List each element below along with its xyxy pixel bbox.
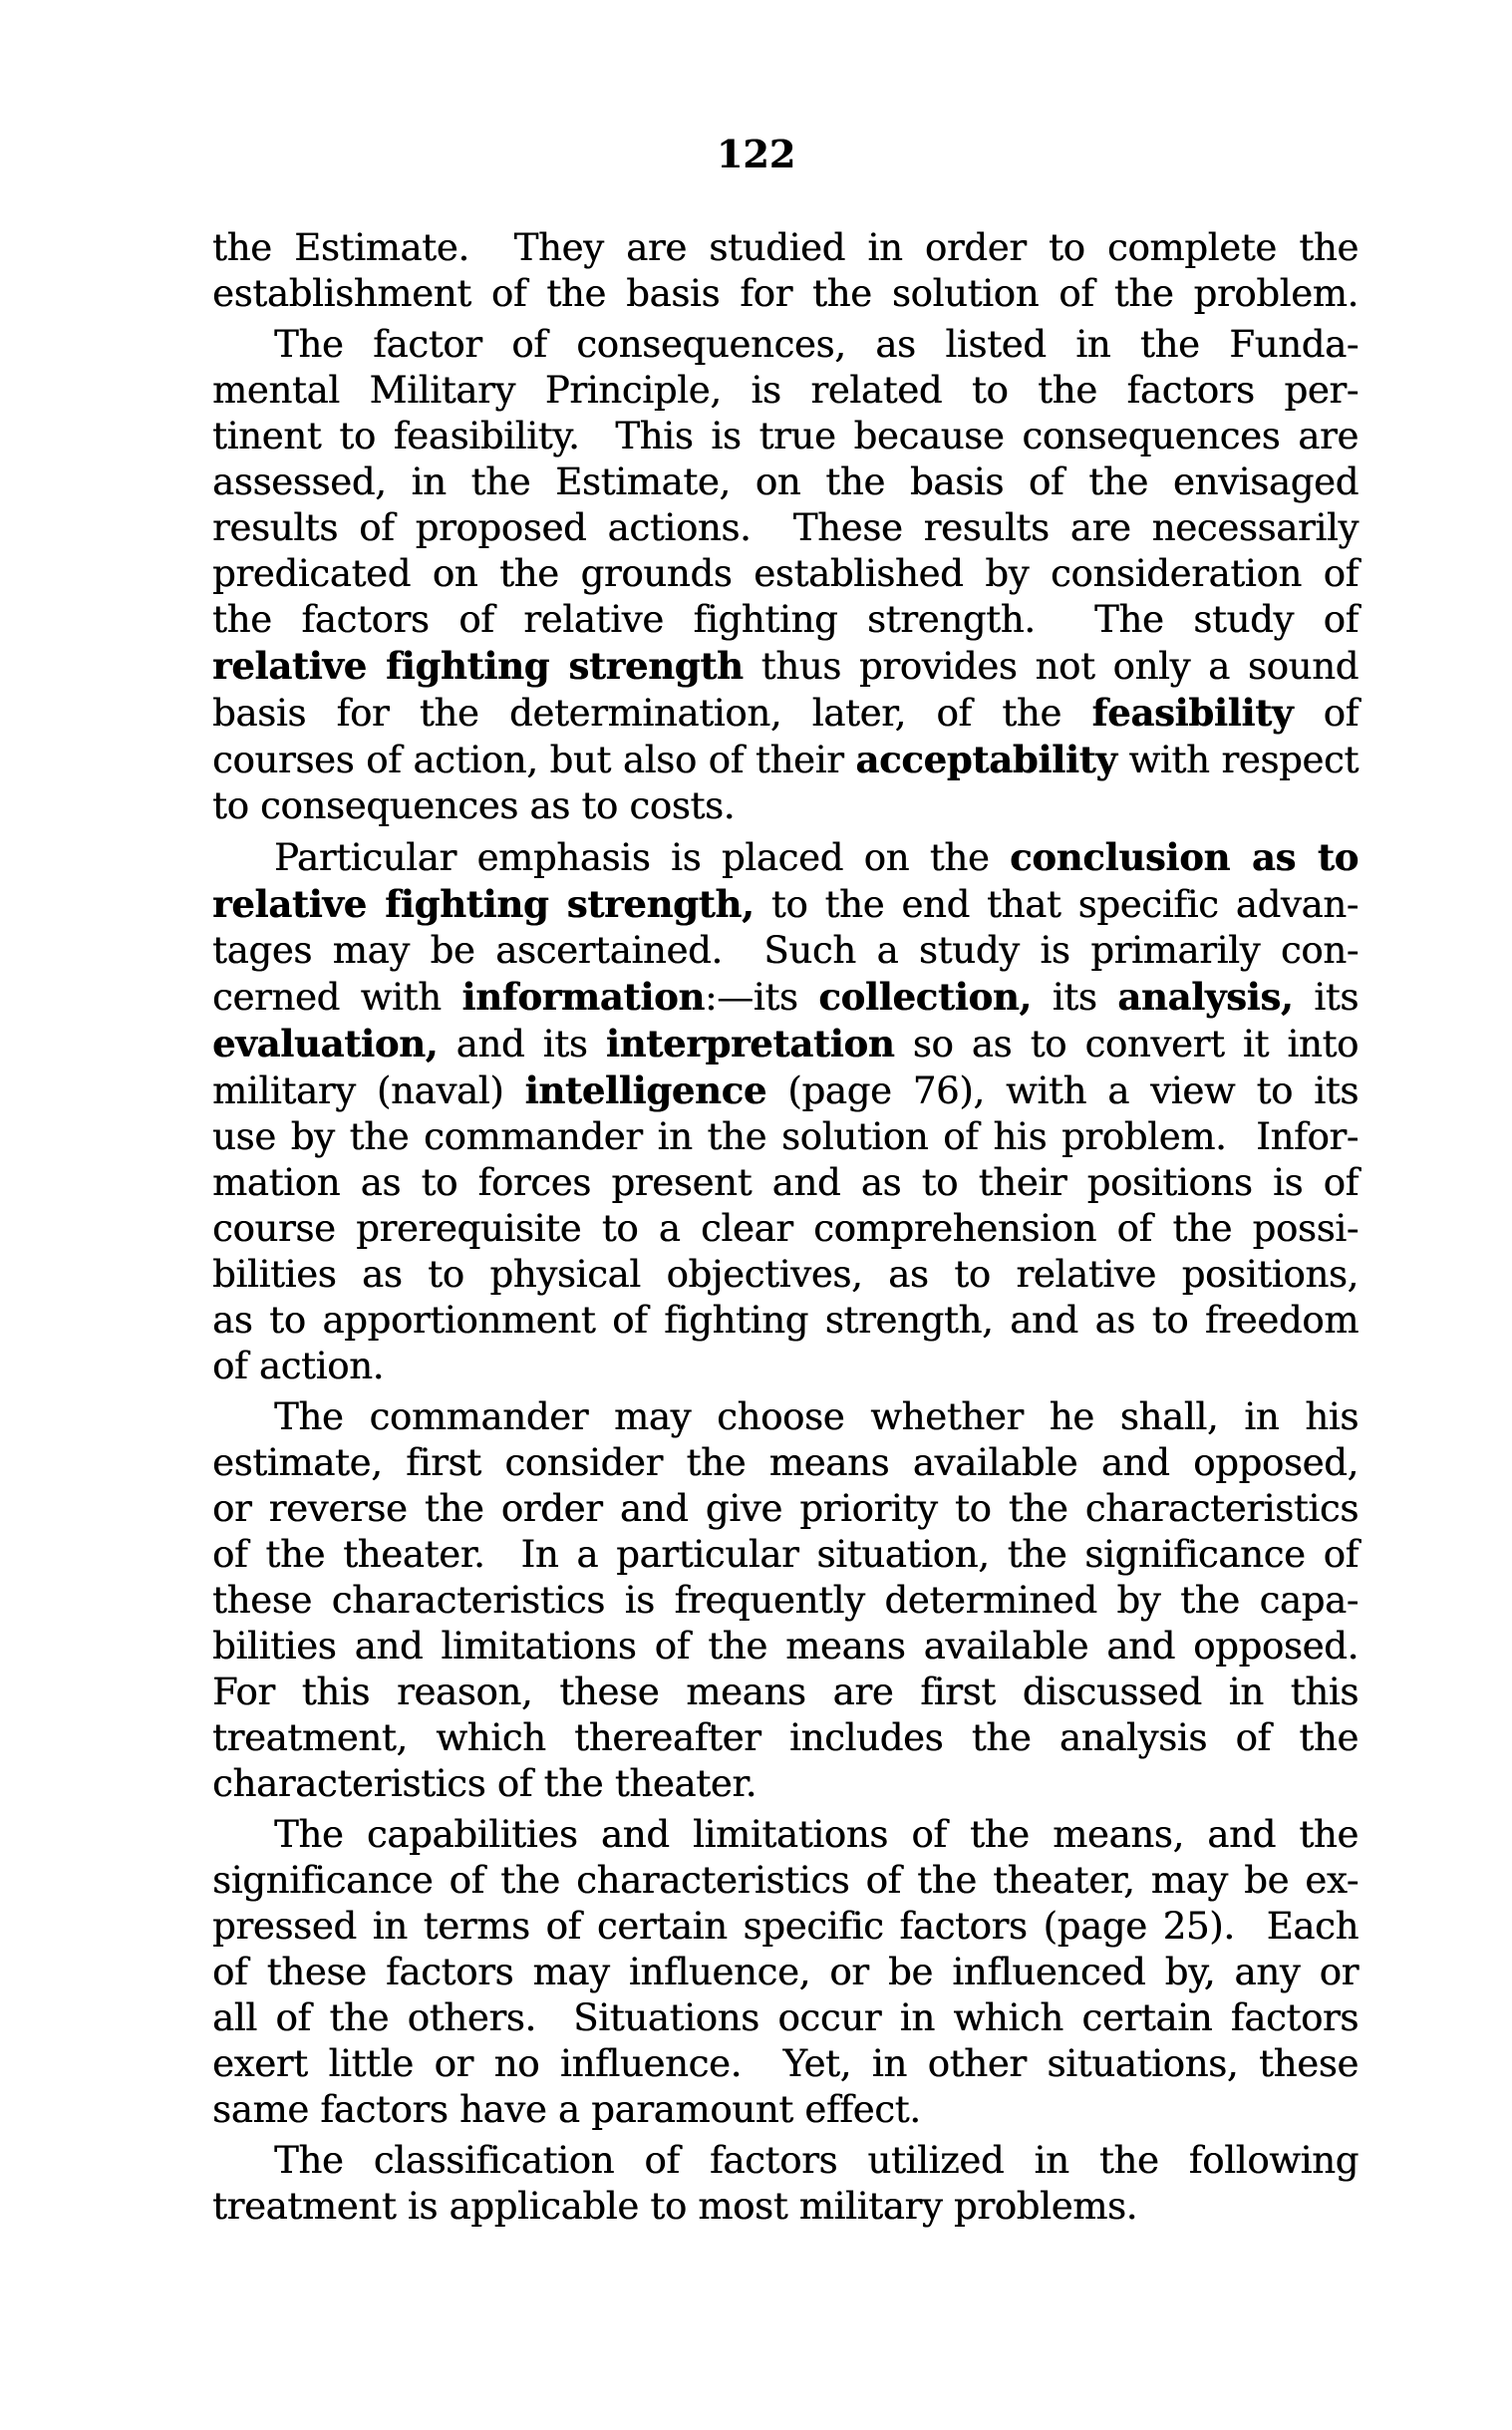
- text-line: [212, 1995, 1359, 2041]
- text-line: [212, 322, 1359, 368]
- text-line: [212, 1298, 1359, 1344]
- text-line: [212, 1344, 1359, 1389]
- text-line: [212, 783, 1359, 829]
- text: The factor of consequences, as listed in the Funda-: [274, 323, 1359, 366]
- bold-text: relative fighting strength: [212, 644, 744, 688]
- bold-text: analysis,: [1117, 975, 1294, 1019]
- text: of: [1293, 692, 1359, 735]
- bold-text: feasibility: [1091, 691, 1294, 735]
- text: of these factors may influence, or be influenced by, any or: [212, 1951, 1359, 1993]
- text-line: [212, 2041, 1359, 2087]
- text-line: [212, 1858, 1359, 1904]
- bold-text: conclusion as to: [1010, 835, 1359, 879]
- text: predicated on the grounds established by consideration of: [212, 552, 1359, 595]
- text: For this reason, these means are first discussed in this: [212, 1671, 1359, 1713]
- text-line: [212, 1067, 1359, 1114]
- text: treatment, which thereafter includes the analysis of the: [212, 1716, 1359, 1759]
- text: basis for the determination, later, of the: [212, 692, 1092, 735]
- bold-text: intelligence: [524, 1068, 767, 1112]
- text-line: [212, 834, 1359, 881]
- text-line: [212, 1715, 1359, 1761]
- text-line: [212, 2184, 1359, 2230]
- text: these characteristics is frequently determined by the capa-: [212, 1579, 1359, 1622]
- text-line: [212, 1114, 1359, 1160]
- text-line: [212, 459, 1359, 505]
- paragraph: [212, 225, 1359, 317]
- bold-text: interpretation: [605, 1022, 895, 1065]
- text: Particular emphasis is placed on the: [274, 836, 1011, 879]
- text-line: [212, 368, 1359, 414]
- text: tages may be ascertained. Such a study is primarily con-: [212, 929, 1359, 972]
- text-line: [212, 690, 1359, 737]
- text: (page 76), with a view to its: [766, 1069, 1359, 1112]
- paragraph: [212, 1394, 1359, 1807]
- text: courses of action, but also of their: [212, 739, 856, 781]
- text: so as to convert it into: [894, 1023, 1359, 1065]
- text: mental Military Principle, is related to the factors per-: [212, 369, 1359, 412]
- text-line: [212, 1206, 1359, 1252]
- text: cerned with: [212, 976, 462, 1019]
- text: bilities as to physical objectives, as to relative positions,: [212, 1253, 1359, 1296]
- text: its: [1293, 976, 1359, 1019]
- text-line: [212, 928, 1359, 974]
- bold-text: evaluation,: [212, 1022, 439, 1065]
- text-line: [212, 1486, 1359, 1532]
- bold-text: information: [461, 975, 705, 1019]
- scanned-book-page: [0, 132, 1512, 2430]
- text-line: [212, 1532, 1359, 1578]
- bold-text: collection,: [818, 975, 1032, 1019]
- text-line: [212, 1440, 1359, 1486]
- text-line: [212, 225, 1359, 271]
- text-line: [212, 271, 1359, 317]
- text-line: [212, 1670, 1359, 1715]
- text: as to apportionment of fighting strength, and as to freedom: [212, 1299, 1359, 1342]
- text: the factors of relative fighting strength. The study of: [212, 598, 1359, 641]
- text: exert little or no influence. Yet, in other situations, these: [212, 2042, 1359, 2085]
- text: establishment of the basis for the solution of the problem.: [212, 272, 1359, 315]
- text: characteristics of the theater.: [212, 1762, 757, 1805]
- text: The commander may choose whether he shall, in his: [274, 1395, 1359, 1438]
- text: results of proposed actions. These results are necessarily: [212, 506, 1359, 549]
- page-body: [212, 225, 1359, 2230]
- text-line: [212, 1578, 1359, 1624]
- text: the Estimate. They are studied in order to complete the: [212, 226, 1359, 269]
- paragraph: [212, 2138, 1359, 2230]
- text: military (naval): [212, 1069, 525, 1112]
- text-line: [212, 1394, 1359, 1440]
- text-line: [212, 1021, 1359, 1067]
- text-line: [212, 2138, 1359, 2184]
- text-line: [212, 1252, 1359, 1298]
- page-number: 122: [716, 132, 796, 176]
- text: The capabilities and limitations of the means, and the: [274, 1813, 1359, 1856]
- bold-text: acceptability: [855, 738, 1117, 781]
- paragraph: [212, 1812, 1359, 2133]
- text: its: [1032, 976, 1118, 1019]
- text: bilities and limitations of the means available and opposed.: [212, 1625, 1359, 1668]
- text: to consequences as to costs.: [212, 784, 736, 827]
- text-line: [212, 1950, 1359, 1995]
- text: treatment is applicable to most military problems.: [212, 2185, 1138, 2228]
- text-line: [212, 551, 1359, 597]
- text: with respect: [1116, 739, 1359, 781]
- text: course prerequisite to a clear comprehension of the possi-: [212, 1207, 1359, 1250]
- text: all of the others. Situations occur in which certain factors: [212, 1996, 1359, 2039]
- text: use by the commander in the solution of his problem. Infor-: [212, 1115, 1359, 1158]
- bold-text: relative fighting strength,: [212, 882, 755, 926]
- text-line: [212, 1904, 1359, 1950]
- text-line: [212, 1160, 1359, 1206]
- text-line: [212, 505, 1359, 551]
- text: The classification of factors utilized in the following: [274, 2139, 1359, 2182]
- text: or reverse the order and give priority to the characteristics: [212, 1487, 1359, 1530]
- text: and its: [438, 1023, 606, 1065]
- text: thus provides not only a sound: [743, 645, 1359, 688]
- text: significance of the characteristics of the theater, may be ex-: [212, 1859, 1359, 1902]
- text: assessed, in the Estimate, on the basis of the envisaged: [212, 460, 1359, 503]
- text-line: [212, 643, 1359, 690]
- text: mation as to forces present and as to their positions is of: [212, 1161, 1359, 1204]
- text-line: [212, 881, 1359, 928]
- text: same factors have a paramount effect.: [212, 2088, 921, 2131]
- text-line: [212, 1812, 1359, 1858]
- text: to the end that specific advan-: [754, 883, 1359, 926]
- text-line: [212, 1761, 1359, 1807]
- text: pressed in terms of certain specific factors (page 25). Each: [212, 1905, 1359, 1948]
- text: of the theater. In a particular situation, the significance of: [212, 1533, 1359, 1576]
- text-line: [212, 974, 1359, 1021]
- text-line: [212, 737, 1359, 783]
- text: of action.: [212, 1345, 385, 1387]
- text-line: [212, 1624, 1359, 1670]
- text: estimate, first consider the means available and opposed,: [212, 1441, 1359, 1484]
- text: :—its: [704, 976, 819, 1019]
- text-line: [212, 597, 1359, 643]
- text: tinent to feasibility. This is true because consequences are: [212, 415, 1359, 457]
- paragraph: [212, 834, 1359, 1389]
- text-line: [212, 414, 1359, 459]
- paragraph: [212, 322, 1359, 829]
- text-line: [212, 2087, 1359, 2133]
